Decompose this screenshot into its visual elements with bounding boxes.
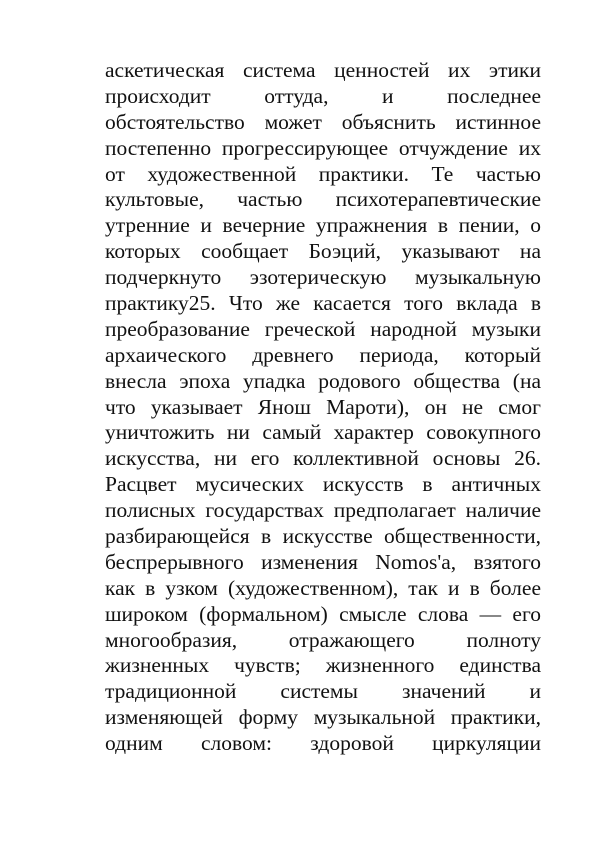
text-line: полисных государствах предполагает наличие xyxy=(105,498,541,523)
text-line: искусства, ни его коллективной основы 26. xyxy=(105,446,541,471)
text-line: одним словом: здоровой циркуляции xyxy=(105,731,541,756)
text-line: Расцвет мусических искусств в античных xyxy=(105,472,541,497)
text-line: преобразование греческой народной музыки xyxy=(105,316,541,341)
text-line: архаического древнего периода, который xyxy=(105,342,541,367)
text-line: традиционной системы значений и xyxy=(105,679,541,704)
text-line: внесла эпоха упадка родового общества (на xyxy=(105,368,541,393)
text-line: что указывает Янош Мароти), он не смог xyxy=(105,394,541,419)
text-line: как в узком (художественном), так и в более xyxy=(105,575,541,600)
text-line: постепенно прогрессирующее отчуждение их xyxy=(105,135,541,160)
text-line: беспрерывного изменения Nomos'a, взятого xyxy=(105,549,541,574)
text-line: широком (формальном) смысле слова — его xyxy=(105,601,541,626)
text-line: которых сообщает Боэций, указывают на xyxy=(105,239,541,264)
text-line: культовые, частью психотерапевтические xyxy=(105,187,541,212)
text-line: происходит оттуда, и последнее xyxy=(105,83,541,108)
text-line: обстоятельство может объяснить истинное xyxy=(105,109,541,134)
body-text xyxy=(105,58,541,757)
text-line: уничтожить ни самый характер совокупного xyxy=(105,420,541,445)
text-line: утренние и вечерние упражнения в пении, о xyxy=(105,213,541,238)
text-line: разбирающейся в искусстве общественности, xyxy=(105,524,541,549)
text-line: многообразия, отражающего полноту xyxy=(105,627,541,652)
text-line: аскетическая система ценностей их этики xyxy=(105,58,541,82)
text-line: жизненных чувств; жизненного единства xyxy=(105,653,541,678)
text-line: практику25. Что же касается того вклада в xyxy=(105,291,541,316)
text-line: подчеркнуто эзотерическую музыкальную xyxy=(105,265,541,290)
text-line: от художественной практики. Те частью xyxy=(105,161,541,186)
text-line: изменяющей форму музыкальной практики, xyxy=(105,705,541,730)
